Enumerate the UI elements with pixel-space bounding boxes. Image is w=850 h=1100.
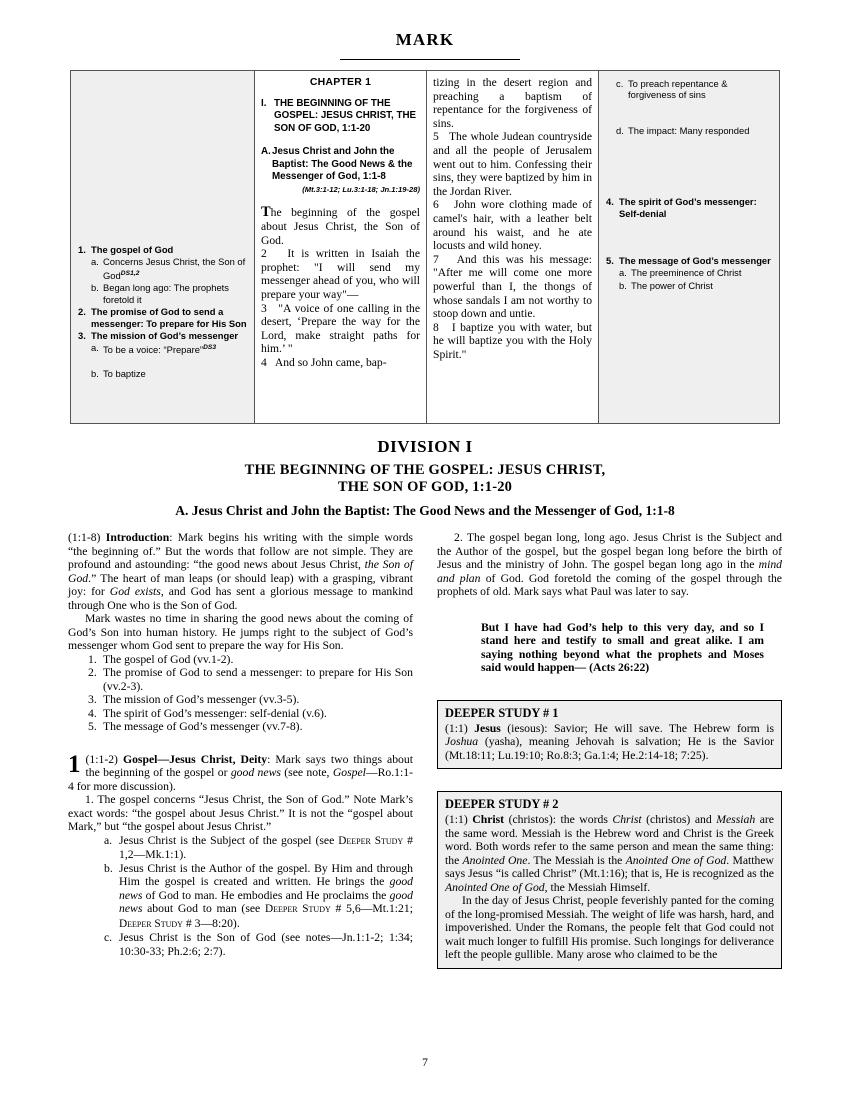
intro-italic-1: the Son of God [68,558,413,585]
verse-6 [433,198,592,252]
verse-number: 5 [433,130,439,144]
outline-table [70,70,780,424]
point-1-text-c: —Ro.1:1-4 for more discussion). [68,766,414,793]
list-item [606,196,772,219]
running-head: MARK [395,30,455,49]
point-1-sub-list [68,834,413,959]
verse-2 [261,247,420,301]
deeper-study-1-body [445,722,774,763]
list-item [78,244,247,255]
body-column-left [68,531,413,969]
list-text: Jesus Christ is the Author of the gospel. By Him and through Him the gospel is created and written. He brings the good news of God to man. He embodies and He proclaims the good news about God to man (see Deeper Study # 5,6—Mt.1:21; Deeper Study # 3—8:20). [119,861,413,930]
list-item [606,267,772,278]
verse-number: 8 [433,320,439,334]
list-text: Jesus Christ is the Son of God (see notes—Jn.1:1-2; 1:34; 10:30-33; Ph.2:6; 2:7). [119,931,413,958]
point-1-block [68,750,414,834]
deeper-study-ref: Deeper Study [119,917,183,930]
list-marker: a. [91,342,99,354]
sub-heading [261,146,420,183]
verse-text: The whole Judean countryside and all the people of Jerusalem went out to him. Confessing their sins, they were baptized by him in the Jordan River. [433,130,592,198]
header-rule [340,59,520,60]
section-heading: A. Jesus Christ and John the Baptist: The Good News and the Messenger of God, 1:1-8 [175,503,675,518]
intro-italic-2: God exists [109,585,161,598]
list-item [68,693,413,707]
point-1-ref: (1:1-2) [85,752,118,766]
verse-number: 2 [261,247,267,261]
scripture-column-a [255,71,427,423]
list-item [606,125,772,136]
list-marker: d. [616,124,624,136]
list-marker: b. [91,367,99,379]
intro-p2: Mark wastes no time in sharing the good news about the coming of God’s Son into human history. He jumps right to the subject of God’s messenger whom God sent to prepare the way for His Son. [68,612,413,652]
body-column-right [437,531,782,969]
sub-heading-text: Jesus Christ and John the Baptist: The Good News & the Messenger of God, 1:1-8 [272,146,413,183]
list-marker: 5. [88,720,97,733]
point-1-text-a: : Mark says two things about the beginning of the gospel or [85,752,413,779]
list-text: The message of God’s messenger (vv.7-8). [103,720,303,733]
ds1-text-b: (yasha), meaning Jehovah is salvation; He is the Savior (Mt.18:11; Lu.19:10; Ro.8:3; Ga.1:4; He.2:14-18; 7:25). [445,735,774,762]
outline-left-list [78,244,247,379]
list-marker: a. [619,267,627,279]
list-item [78,256,247,281]
list-marker: b. [104,861,113,875]
intro-text-b: .” The heart of man leaps (or should leap) with a grasping, vibrant joy: for [68,571,413,598]
verse-text: And this was his message: "After me will come one more powerful than I, the thongs of whose sandals I am not worthy to stoop down and untie. [433,252,592,321]
verse-7 [433,253,592,321]
list-marker: a. [104,833,113,847]
ds2-paragraph-2: In the day of Jesus Christ, people feverishly panted for the coming of the long-promised Messiah. The weight of life was harsh, hard, and impoverished. Under the Romans, the people felt that God could not wait much longer to fulfill His promise. Such longings for deliverance left the people gullible. Many arose who claimed to be the [445,894,774,962]
intro-label: Introduction [105,531,170,544]
point-1-sub-1: 1. The gospel concerns “Jesus Christ, the Son of God.” Note Mark’s exact words: “the gospel about Jesus Christ.” It is not the “gospel about Mark,” but “the gospel about Jesus Christ.” [68,793,413,833]
list-item [78,282,247,305]
roman-heading-text: THE BEGINNING OF THE GOSPEL: JESUS CHRIST, THE SON OF GOD, 1:1-20 [274,98,417,134]
verse-text: John wore clothing made of camel's hair, with a leather belt around his waist, and he ate locusts and wild honey. [433,198,592,253]
outline-left-column [71,71,255,423]
list-item [68,720,413,734]
ds2-term: Christ [472,813,505,827]
point-1-title: Gospel—Jesus Christ, Deity [123,752,268,766]
list-text: The mission of God’s messenger [91,329,239,341]
list-item [68,862,413,932]
ds1-italic: Joshua [445,735,479,749]
deeper-study-superscript: DS1,2 [120,269,140,277]
point-1-italic-1: good news [230,766,281,779]
list-text: To be a voice: “Prepare”$^{DS3}$ [103,344,217,356]
ds1-ref: (1:1) [445,721,468,735]
verse-number: 3 [261,301,267,315]
verse-4 [261,356,420,370]
verse-5 [433,130,592,198]
intro-text-c: , and God has sent a glorious message to mankind through One who is the Son of God. [68,585,414,612]
list-item [68,666,413,693]
list-item [606,280,772,291]
list-text: The mission of God’s messenger (vv.3-5). [103,693,300,706]
list-marker: 2. [78,306,86,318]
cross-references: (Mt.3:1-12; Lu.3:1-18; Jn.1:19-28) [302,185,420,195]
outline-right-column [599,71,779,423]
list-text: The power of Christ [631,279,713,291]
list-text: To baptize [103,367,146,379]
point-2-paragraph [437,531,782,599]
division-title-line2: THE SON OF GOD, 1:1-20 [337,479,513,495]
list-marker: a. [91,256,99,268]
intro-p1 [68,531,413,612]
intro-verse-ref: (1:1-8) [68,531,101,544]
deeper-study-ref: Deeper Study [338,834,404,847]
intro-text-a: : Mark begins his writing with the simple words “the beginning of.” But the words that follow are not simple. They are profound and astounding: “the good news about Jesus Christ, [68,531,413,571]
deeper-study-2-box [437,791,782,969]
list-marker: c. [104,931,113,944]
list-marker: 3. [88,693,97,706]
verse-4-cont [433,76,592,130]
verse-text: And so John came, bap- [274,355,387,369]
list-item [68,707,413,721]
ds2-ref: (1:1) [445,813,468,827]
list-item [68,931,413,958]
list-marker: 1. [88,652,97,666]
list-item [78,306,247,329]
ds2-paragraph-1: (1:1) Christ (christos): the words Christ (christos) and Messiah are the same word. Messiah is the Hebrew word and Christ is the Greek word. Both words refer to the same person and mean the same thing: the Anointed One. The Messiah is the Anointed One of God. Matthew says Jesus “is called Christ” (Mt.1:16); that is, He is recognized as the Anointed One of God, the Messiah Himself. [445,813,774,894]
verse-1 [261,206,420,247]
point-2-text [437,531,782,599]
verse-text: he beginning of the gospel about Jesus Christ, the Son of God. [261,206,420,247]
division-label: DIVISION I [377,437,473,456]
page-number: 7 [422,1057,428,1069]
division-title-line1: THE BEGINNING OF THE GOSPEL: JESUS CHRIST, [244,462,606,478]
roman-heading [261,98,420,135]
point-1-text-b: (see note, [280,766,333,779]
verse-number: 6 [433,198,439,212]
list-marker: b. [619,279,627,291]
list-text: The gospel of God (vv.1-2). [103,652,234,666]
list-marker: 1. [78,244,86,255]
outline-points-list [68,653,413,734]
deeper-study-1-box [437,700,782,770]
list-item [606,78,772,101]
list-text: The impact: Many responded [628,124,750,136]
list-text: Concerns Jesus Christ, the Son of God$^{DS1,2}$ [103,256,246,281]
list-marker: 3. [78,329,86,341]
deeper-study-2-body [445,813,774,962]
list-marker: c. [616,78,624,89]
deeper-study-1-title: DEEPER STUDY # 1 [445,705,559,720]
verse-text: "A voice of one calling in the desert, ‘Prepare the way for the Lord, make straight paths for him.’ " [261,301,420,356]
list-item [606,255,772,266]
list-text: Began long ago: The prophets foretold it [103,282,229,305]
introduction-paragraph [68,531,413,653]
deeper-study-ref: Deeper Study [265,903,331,915]
list-marker: 2. [88,666,97,679]
list-text: To preach repentance & forgiveness of sins [628,78,728,101]
point-2-text-b: of God. God foretold the coming of the gospel through the prophets of old. Mark says what Paul was later to say. [437,571,782,598]
division-title [0,462,850,496]
list-item [68,834,413,862]
list-text: The preeminence of Christ [631,267,742,279]
list-marker: 4. [606,196,614,208]
list-marker: 5. [606,255,614,267]
verse-initial: T [261,204,271,221]
point-2-italic: mind and plan [437,558,782,585]
list-item [78,342,247,356]
deeper-study-2-title: DEEPER STUDY # 2 [445,797,559,812]
list-item [78,368,247,379]
verse-text: I baptize you with water, but he will baptize you with the Holy Spirit." [433,320,592,361]
list-text: The spirit of God’s messenger: self-denial (v.6). [103,706,327,720]
roman-number: I. [261,98,267,109]
point-1-italic-2: Gospel [332,766,366,779]
point-2-text-a: 2. The gospel began long, long ago. Jesus Christ is the Subject and the Author of the gospel, but the gospel began long before the birth of Jesus and the ministry of John. The gospel began long ago in the [437,531,782,571]
scripture-quote [437,621,782,675]
outline-right-list [606,78,772,291]
ds1-term: Jesus [474,721,501,735]
ds1-text-a: (iesous): Savior; He will save. The Hebrew form is [500,721,774,735]
scripture-text-b [433,76,592,361]
deeper-study-superscript: DS3 [203,344,217,352]
list-marker: 4. [88,706,97,720]
list-item [78,330,247,341]
verse-3 [261,302,420,356]
list-marker: b. [91,282,99,294]
chapter-title: CHAPTER 1 [309,76,372,88]
list-text: The promise of God to send a messenger: To prepare for His Son [91,306,247,329]
point-1-paragraph [68,750,414,794]
verse-number: 4 [261,355,267,369]
list-item [68,653,413,667]
scripture-column-b [427,71,599,423]
scripture-text-a [261,206,420,369]
verse-text: It is written in Isaiah the prophet: "I will send my messenger ahead of you, who will prepare your way"— [261,247,421,301]
list-text: The message of God’s messenger [619,255,771,267]
list-text: Jesus Christ is the Subject of the gospel (see Deeper Study # 1,2—Mk.1:1). [119,833,414,861]
point-number: 1 [68,750,81,778]
body-columns [68,531,782,969]
list-text: The gospel of God [91,244,174,255]
list-text: The promise of God to send a messenger: to prepare for His Son (vv.2-3). [103,666,413,693]
verse-8 [433,321,592,362]
verse-number: 7 [433,252,439,266]
list-text: The spirit of God’s messenger: Self-denial [619,196,757,219]
sub-letter: A. [261,146,271,158]
verse-text: tizing in the desert region and preaching a baptism of repentance for the forgiveness of sins. [433,76,592,130]
quote-text: But I have had God’s help to this very day, and so I stand here and testify to small and great alike. I am saying nothing beyond what the prophets and Moses said would happen— (Acts 26:22) [481,620,764,675]
